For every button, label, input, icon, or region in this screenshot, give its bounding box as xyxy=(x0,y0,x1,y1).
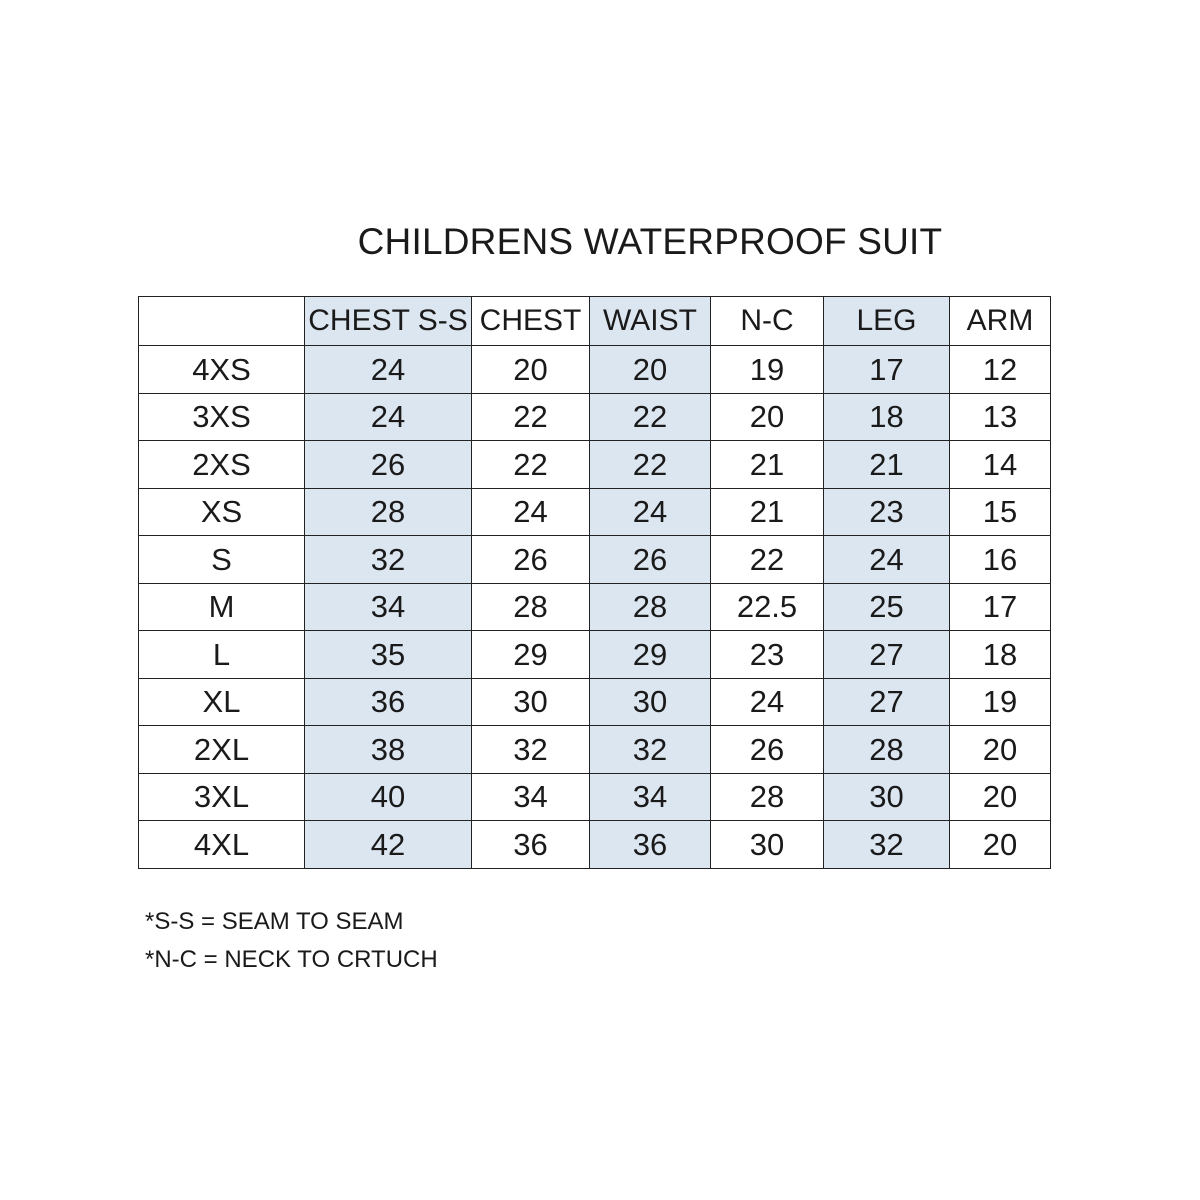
size-label-cell: XL xyxy=(139,678,305,726)
measurement-cell: 20 xyxy=(950,821,1051,869)
measurement-cell: 24 xyxy=(472,488,590,536)
measurement-cell: 25 xyxy=(824,583,950,631)
measurement-cell: 14 xyxy=(950,441,1051,489)
measurement-cell: 20 xyxy=(950,726,1051,774)
measurement-cell: 40 xyxy=(305,773,472,821)
size-label-cell: S xyxy=(139,536,305,584)
table-row xyxy=(139,631,1051,679)
measurement-cell: 34 xyxy=(472,773,590,821)
measurement-cell: 26 xyxy=(590,536,711,584)
measurement-cell: 36 xyxy=(590,821,711,869)
measurement-cell: 19 xyxy=(711,346,824,394)
table-row xyxy=(139,821,1051,869)
measurement-cell: 20 xyxy=(711,393,824,441)
measurement-cell: 20 xyxy=(472,346,590,394)
measurement-cell: 30 xyxy=(472,678,590,726)
table-row xyxy=(139,583,1051,631)
measurement-cell: 30 xyxy=(711,821,824,869)
size-label-cell: 4XL xyxy=(139,821,305,869)
measurement-cell: 12 xyxy=(950,346,1051,394)
header-cell: ARM xyxy=(950,297,1051,346)
table-row xyxy=(139,726,1051,774)
measurement-cell: 30 xyxy=(824,773,950,821)
size-label-cell: L xyxy=(139,631,305,679)
measurement-cell: 24 xyxy=(305,346,472,394)
measurement-cell: 23 xyxy=(711,631,824,679)
title-container xyxy=(300,220,1000,264)
measurement-cell: 24 xyxy=(590,488,711,536)
measurement-cell: 19 xyxy=(950,678,1051,726)
measurement-cell: 27 xyxy=(824,678,950,726)
table-header-row xyxy=(139,297,1051,346)
measurement-cell: 32 xyxy=(472,726,590,774)
measurement-cell: 21 xyxy=(824,441,950,489)
measurement-cell: 35 xyxy=(305,631,472,679)
table-row xyxy=(139,536,1051,584)
measurement-cell: 32 xyxy=(305,536,472,584)
footnotes xyxy=(145,903,438,979)
size-label-cell: 2XS xyxy=(139,441,305,489)
measurement-cell: 28 xyxy=(590,583,711,631)
measurement-cell: 28 xyxy=(824,726,950,774)
measurement-cell: 16 xyxy=(950,536,1051,584)
header-cell: CHEST S-S xyxy=(305,297,472,346)
measurement-cell: 42 xyxy=(305,821,472,869)
header-cell: CHEST xyxy=(472,297,590,346)
measurement-cell: 26 xyxy=(472,536,590,584)
measurement-cell: 24 xyxy=(711,678,824,726)
measurement-cell: 38 xyxy=(305,726,472,774)
header-cell: WAIST xyxy=(590,297,711,346)
table-row xyxy=(139,678,1051,726)
size-chart-table xyxy=(138,296,1051,869)
measurement-cell: 36 xyxy=(305,678,472,726)
measurement-cell: 34 xyxy=(590,773,711,821)
size-label-cell: M xyxy=(139,583,305,631)
measurement-cell: 30 xyxy=(590,678,711,726)
measurement-cell: 36 xyxy=(472,821,590,869)
table-row xyxy=(139,393,1051,441)
measurement-cell: 21 xyxy=(711,441,824,489)
measurement-cell: 34 xyxy=(305,583,472,631)
measurement-cell: 13 xyxy=(950,393,1051,441)
measurement-cell: 22.5 xyxy=(711,583,824,631)
table-row xyxy=(139,773,1051,821)
measurement-cell: 22 xyxy=(472,393,590,441)
table-row xyxy=(139,346,1051,394)
measurement-cell: 32 xyxy=(590,726,711,774)
measurement-cell: 18 xyxy=(824,393,950,441)
measurement-cell: 20 xyxy=(590,346,711,394)
table-row xyxy=(139,441,1051,489)
measurement-cell: 22 xyxy=(711,536,824,584)
measurement-cell: 29 xyxy=(590,631,711,679)
measurement-cell: 26 xyxy=(711,726,824,774)
measurement-cell: 28 xyxy=(472,583,590,631)
measurement-cell: 20 xyxy=(950,773,1051,821)
header-cell: N-C xyxy=(711,297,824,346)
size-label-cell: 3XS xyxy=(139,393,305,441)
measurement-cell: 24 xyxy=(824,536,950,584)
measurement-cell: 23 xyxy=(824,488,950,536)
measurement-cell: 22 xyxy=(590,393,711,441)
footnote-seam-to-seam: *S-S = SEAM TO SEAM xyxy=(145,908,404,935)
size-label-cell: XS xyxy=(139,488,305,536)
page-title: CHILDRENS WATERPROOF SUIT xyxy=(357,221,943,262)
measurement-cell: 22 xyxy=(472,441,590,489)
size-label-cell: 2XL xyxy=(139,726,305,774)
measurement-cell: 18 xyxy=(950,631,1051,679)
table-body xyxy=(139,346,1051,869)
size-label-cell: 4XS xyxy=(139,346,305,394)
measurement-cell: 28 xyxy=(305,488,472,536)
footnote-neck-to-crotch: *N-C = NECK TO CRTUCH xyxy=(145,946,438,973)
size-label-cell: 3XL xyxy=(139,773,305,821)
header-cell-size xyxy=(139,297,305,346)
measurement-cell: 27 xyxy=(824,631,950,679)
measurement-cell: 29 xyxy=(472,631,590,679)
measurement-cell: 15 xyxy=(950,488,1051,536)
measurement-cell: 26 xyxy=(305,441,472,489)
measurement-cell: 17 xyxy=(824,346,950,394)
measurement-cell: 32 xyxy=(824,821,950,869)
measurement-cell: 21 xyxy=(711,488,824,536)
measurement-cell: 24 xyxy=(305,393,472,441)
table-row xyxy=(139,488,1051,536)
measurement-cell: 22 xyxy=(590,441,711,489)
measurement-cell: 17 xyxy=(950,583,1051,631)
measurement-cell: 28 xyxy=(711,773,824,821)
header-cell: LEG xyxy=(824,297,950,346)
